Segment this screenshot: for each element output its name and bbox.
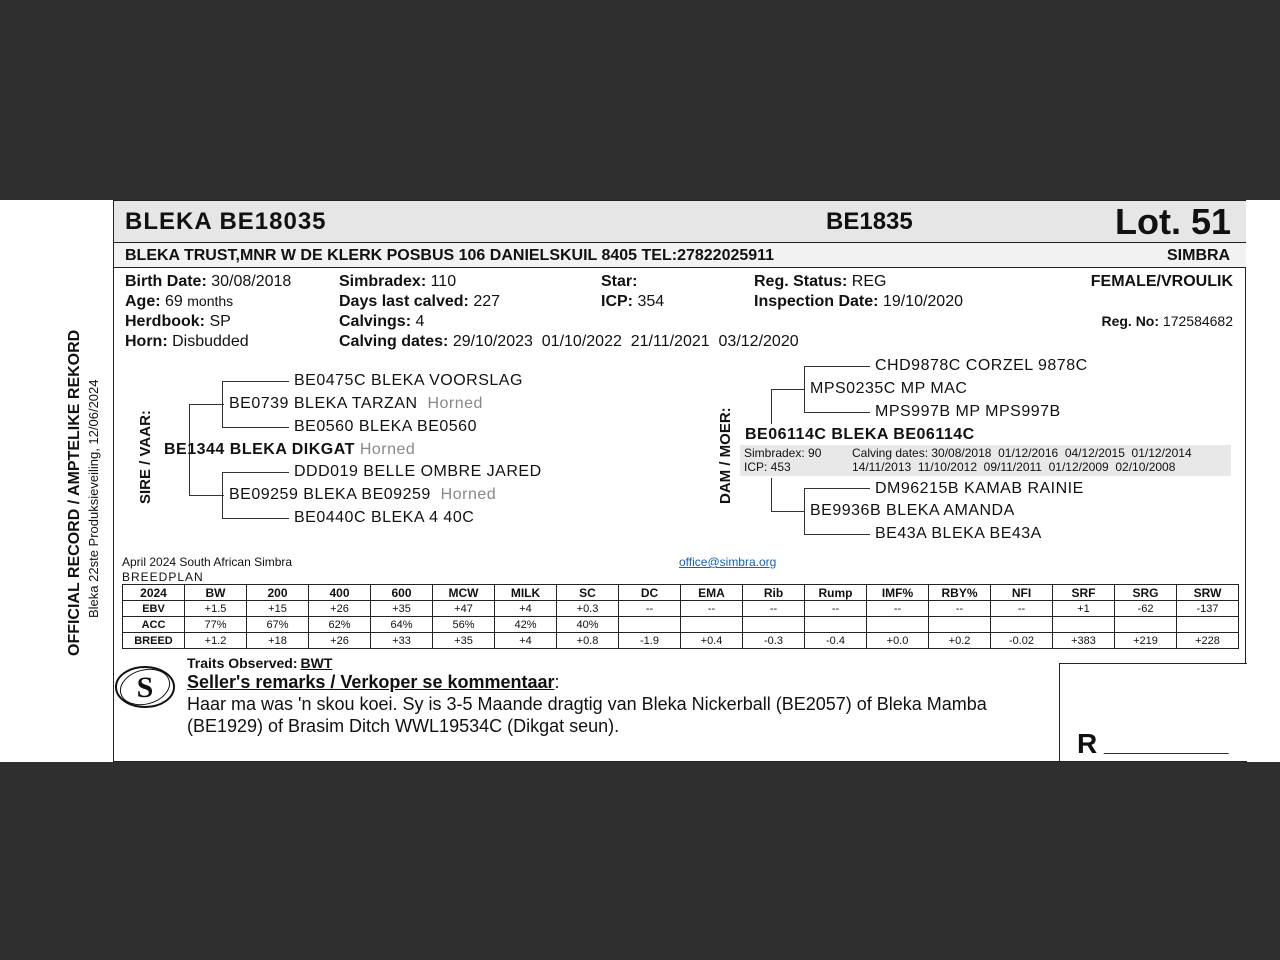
ebv-cell: +0.3 bbox=[557, 601, 619, 617]
star-label: Star: bbox=[601, 273, 638, 290]
dam-sire-bracket-bottom bbox=[804, 412, 870, 413]
breed-cell: +0.2 bbox=[929, 633, 991, 649]
dam-dam-bracket-bottom bbox=[804, 534, 870, 535]
animal-name: BLEKA BE18035 bbox=[125, 208, 327, 235]
card-bottom-border bbox=[114, 761, 1247, 762]
acc-cell bbox=[867, 617, 929, 633]
sire-dam-bracket bbox=[222, 472, 223, 518]
sire-side-label: SIRE / VAAR: bbox=[137, 410, 154, 504]
days-calved-value: 227 bbox=[473, 293, 501, 310]
breed-cell: +1.2 bbox=[185, 633, 247, 649]
sire-dam-bracket-top bbox=[222, 472, 289, 473]
ebv-header-cell: DC bbox=[619, 585, 681, 601]
breed-cell: +33 bbox=[371, 633, 433, 649]
sire-sire-horn: Horned bbox=[427, 395, 483, 412]
dam-icp: ICP: 453 bbox=[744, 460, 791, 474]
calvings-value: 4 bbox=[415, 313, 425, 330]
breed-cell: -0.02 bbox=[991, 633, 1053, 649]
breed-cell: +0.4 bbox=[681, 633, 743, 649]
ebv-header-cell: Rump bbox=[805, 585, 867, 601]
dam-sire-bracket-top bbox=[804, 366, 870, 367]
simbra-logo-icon bbox=[114, 662, 176, 712]
acc-cell: 64% bbox=[371, 617, 433, 633]
breed-label: BREED bbox=[123, 633, 185, 649]
horn-value: Disbudded bbox=[172, 333, 249, 350]
ebv-header-row bbox=[123, 585, 1239, 601]
inspection-row bbox=[754, 293, 963, 311]
ebv-row bbox=[123, 601, 1239, 617]
ebv-header-cell: 200 bbox=[247, 585, 309, 601]
ebv-header-cell: SRF bbox=[1053, 585, 1115, 601]
ebv-header-cell: 400 bbox=[309, 585, 371, 601]
icp-label: ICP: bbox=[601, 293, 633, 310]
ebv-cell: -- bbox=[619, 601, 681, 617]
dam-bracket-top bbox=[771, 389, 772, 424]
sire-row bbox=[164, 441, 415, 459]
ebv-cell: +26 bbox=[309, 601, 371, 617]
remarks-title-row bbox=[187, 672, 560, 693]
lot-number: Lot. 51 bbox=[1115, 201, 1232, 242]
dam-bracket-bottom-h bbox=[771, 511, 804, 512]
ebv-cell: +1 bbox=[1053, 601, 1115, 617]
breed-label: SIMBRA bbox=[1167, 247, 1231, 264]
sire-sire-dam: BE0560 BLEKA BE0560 bbox=[294, 418, 477, 435]
ebv-header-cell: MILK bbox=[495, 585, 557, 601]
acc-cell bbox=[805, 617, 867, 633]
simbradex-value: 110 bbox=[430, 273, 457, 290]
ebv-cell: +35 bbox=[371, 601, 433, 617]
lot-card bbox=[113, 200, 1246, 762]
days-calved-row bbox=[339, 293, 500, 311]
horn-label: Horn: bbox=[125, 333, 168, 350]
ebv-cell: +47 bbox=[433, 601, 495, 617]
reg-status-row bbox=[754, 273, 886, 291]
reg-no-value: 172584682 bbox=[1162, 313, 1233, 329]
birth-date-row bbox=[125, 273, 291, 291]
sire-dam-bracket-bottom bbox=[222, 518, 289, 519]
dam-calving-dates-1: Calving dates: 30/08/2018 01/12/2016 04/12/2015 01/12/2014 bbox=[852, 446, 1192, 460]
breed-cell: +383 bbox=[1053, 633, 1115, 649]
sire-sire-bracket-top bbox=[222, 381, 289, 382]
sire-dam-dam: BE0440C BLEKA 4 40C bbox=[294, 509, 475, 526]
ebv-header-cell: SRW bbox=[1177, 585, 1239, 601]
calving-dates-row bbox=[339, 333, 799, 351]
dam-bracket-bottom bbox=[771, 478, 772, 512]
breed-cell: -0.3 bbox=[743, 633, 805, 649]
breed-row bbox=[123, 633, 1239, 649]
herdbook-label: Herdbook: bbox=[125, 313, 205, 330]
ebv-header-cell: IMF% bbox=[867, 585, 929, 601]
ebv-cell: +4 bbox=[495, 601, 557, 617]
ebv-header-cell: SRG bbox=[1115, 585, 1177, 601]
dam-sire: MPS0235C MP MAC bbox=[810, 380, 968, 397]
acc-label: ACC bbox=[123, 617, 185, 633]
horn-row bbox=[125, 333, 249, 351]
price-line: ________________ bbox=[1104, 738, 1229, 754]
remarks-line-2: (BE1929) of Brasim Ditch WWL19534C (Dikgat seun). bbox=[187, 716, 620, 736]
dam-name: BE06114C BLEKA BE06114C bbox=[745, 426, 975, 443]
email-link[interactable]: office@simbra.org bbox=[679, 555, 777, 569]
sire-sire: BE0739 BLEKA TARZAN bbox=[229, 395, 418, 412]
sire-sire-bracket-bottom bbox=[222, 427, 289, 428]
ebv-cell: -- bbox=[743, 601, 805, 617]
remarks-title: Seller's remarks / Verkoper se kommentaar bbox=[187, 672, 555, 692]
title-bar bbox=[114, 200, 1246, 243]
ebv-cell: -- bbox=[805, 601, 867, 617]
official-record-label: OFFICIAL RECORD / AMPTELIKE REKORD bbox=[66, 329, 83, 656]
traits-label: Traits Observed: bbox=[187, 655, 298, 671]
acc-cell: 77% bbox=[185, 617, 247, 633]
breed-cell: +219 bbox=[1115, 633, 1177, 649]
ebv-cell: -137 bbox=[1177, 601, 1239, 617]
acc-cell bbox=[743, 617, 805, 633]
acc-cell bbox=[619, 617, 681, 633]
ebv-header-cell: MCW bbox=[433, 585, 495, 601]
ebv-cell: +15 bbox=[247, 601, 309, 617]
calving-dates-label: Calving dates: bbox=[339, 333, 449, 350]
ebv-header-cell: SC bbox=[557, 585, 619, 601]
remarks-line-1: Haar ma was 'n skou koei. Sy is 3-5 Maande dragtig van Bleka Nickerball (BE2057) of Bleka Mamba bbox=[187, 694, 987, 714]
traits-value: BWT bbox=[300, 655, 333, 671]
ebv-header-cell: Rib bbox=[743, 585, 805, 601]
age-value: 69 bbox=[165, 293, 183, 310]
age-unit: months bbox=[187, 293, 234, 309]
logo-letter: S bbox=[136, 671, 154, 704]
acc-cell: 56% bbox=[433, 617, 495, 633]
auction-label: Bleka 22ste Produksieveiling, 12/06/2024 bbox=[86, 379, 101, 618]
acc-cell: 62% bbox=[309, 617, 371, 633]
reg-status-label: Reg. Status: bbox=[754, 273, 848, 290]
breed-cell: +0.0 bbox=[867, 633, 929, 649]
price-label: R bbox=[1077, 728, 1098, 759]
dam-dam-dam: BE43A BLEKA BE43A bbox=[875, 525, 1042, 542]
sire-sire-sire: BE0475C BLEKA VOORSLAG bbox=[294, 372, 523, 389]
breed-cell: +35 bbox=[433, 633, 495, 649]
sire-bracket-top bbox=[189, 404, 224, 405]
ebv-cell: -62 bbox=[1115, 601, 1177, 617]
simbradex-row bbox=[339, 273, 456, 291]
acc-cell bbox=[1053, 617, 1115, 633]
days-calved-label: Days last calved: bbox=[339, 293, 469, 310]
ebv-header-cell: RBY% bbox=[929, 585, 991, 601]
breed-cell: +4 bbox=[495, 633, 557, 649]
dam-sire-dam: MPS997B MP MPS997B bbox=[875, 403, 1061, 420]
price-box[interactable] bbox=[1059, 663, 1247, 762]
breed-cell: +26 bbox=[309, 633, 371, 649]
dam-dam: BE9936B BLEKA AMANDA bbox=[810, 502, 1015, 519]
acc-cell: 40% bbox=[557, 617, 619, 633]
sire-dam-sire: DDD019 BELLE OMBRE JARED bbox=[294, 463, 542, 480]
acc-cell bbox=[991, 617, 1053, 633]
acc-cell bbox=[681, 617, 743, 633]
reg-status-value: REG bbox=[851, 273, 887, 290]
sire-horn: Horned bbox=[359, 441, 416, 458]
breedplan-table bbox=[122, 584, 1239, 649]
birth-date-label: Birth Date: bbox=[125, 273, 207, 290]
star-row bbox=[601, 273, 637, 291]
inspection-label: Inspection Date: bbox=[754, 293, 879, 310]
age-row bbox=[125, 293, 233, 311]
sire-bracket-bottom bbox=[189, 495, 224, 496]
acc-cell: 67% bbox=[247, 617, 309, 633]
dam-bracket-top-h bbox=[771, 389, 804, 390]
sale-page bbox=[0, 200, 1280, 762]
sire-dam-horn: Horned bbox=[440, 486, 497, 503]
acc-cell bbox=[1177, 617, 1239, 633]
remarks-colon: : bbox=[554, 672, 560, 692]
sex-label: FEMALE/VROULIK bbox=[1090, 273, 1233, 290]
acc-cell bbox=[929, 617, 991, 633]
icp-value: 354 bbox=[637, 293, 665, 310]
ebv-cell: -- bbox=[929, 601, 991, 617]
ebv-cell: -- bbox=[991, 601, 1053, 617]
dam-side-label: DAM / MOER: bbox=[717, 407, 734, 504]
age-label: Age: bbox=[125, 293, 161, 310]
reg-no-row bbox=[1101, 313, 1233, 329]
dam-dam-bracket bbox=[804, 488, 805, 534]
dam-dam-sire: DM96215B KAMAB RAINIE bbox=[875, 480, 1084, 497]
breed-cell: -1.9 bbox=[619, 633, 681, 649]
owner-bar bbox=[114, 243, 1246, 268]
simbradex-label: Simbradex: bbox=[339, 273, 427, 290]
animal-code: BE1835 bbox=[826, 208, 913, 235]
owner-info: BLEKA TRUST,MNR W DE KLERK POSBUS 106 DANIELSKUIL 8405 TEL:27822025911 bbox=[125, 247, 775, 264]
breed-cell: +228 bbox=[1177, 633, 1239, 649]
sire-sire-row bbox=[229, 395, 483, 413]
sire-dam-row bbox=[229, 486, 496, 504]
dam-info-box bbox=[740, 445, 1231, 476]
calvings-label: Calvings: bbox=[339, 313, 412, 330]
ebv-cell: +1.5 bbox=[185, 601, 247, 617]
icp-row bbox=[601, 293, 664, 311]
traits-row bbox=[187, 655, 332, 671]
ebv-header-cell: 600 bbox=[371, 585, 433, 601]
ebv-header-cell: BW bbox=[185, 585, 247, 601]
dam-calving-dates-2: 14/11/2013 11/10/2012 09/11/2011 01/12/2009 02/10/2008 bbox=[852, 460, 1176, 474]
breedplan-source: April 2024 South African Simbra bbox=[122, 555, 293, 569]
birth-date-value: 30/08/2018 bbox=[211, 273, 292, 290]
sire-dam: BE09259 BLEKA BE09259 bbox=[229, 486, 431, 503]
sire-sire-bracket bbox=[222, 381, 223, 427]
reg-no-label: Reg. No: bbox=[1101, 313, 1160, 329]
sire-name: BE1344 BLEKA DIKGAT bbox=[164, 441, 355, 458]
herdbook-value: SP bbox=[209, 313, 231, 330]
acc-cell: 42% bbox=[495, 617, 557, 633]
ebv-cell: -- bbox=[681, 601, 743, 617]
dam-simbradex: Simbradex: 90 bbox=[744, 446, 822, 460]
acc-row bbox=[123, 617, 1239, 633]
breed-cell: +0.8 bbox=[557, 633, 619, 649]
ebv-cell: -- bbox=[867, 601, 929, 617]
dam-dam-bracket-top bbox=[804, 488, 870, 489]
ebv-header-cell: NFI bbox=[991, 585, 1053, 601]
breed-cell: +18 bbox=[247, 633, 309, 649]
calvings-row bbox=[339, 313, 424, 331]
breed-cell: -0.4 bbox=[805, 633, 867, 649]
ebv-header-label: 2024 bbox=[123, 585, 185, 601]
dam-sire-sire: CHD9878C CORZEL 9878C bbox=[875, 357, 1088, 374]
ebv-header-cell: EMA bbox=[681, 585, 743, 601]
calving-dates-value: 29/10/2023 01/10/2022 21/11/2021 03/12/2020 bbox=[452, 333, 799, 350]
dam-sire-bracket bbox=[804, 366, 805, 412]
breedplan-label: BREEDPLAN bbox=[122, 570, 204, 584]
herdbook-row bbox=[125, 313, 231, 331]
simbra-logo bbox=[114, 662, 176, 712]
acc-cell bbox=[1115, 617, 1177, 633]
inspection-value: 19/10/2020 bbox=[882, 293, 963, 310]
ebv-label: EBV bbox=[123, 601, 185, 617]
